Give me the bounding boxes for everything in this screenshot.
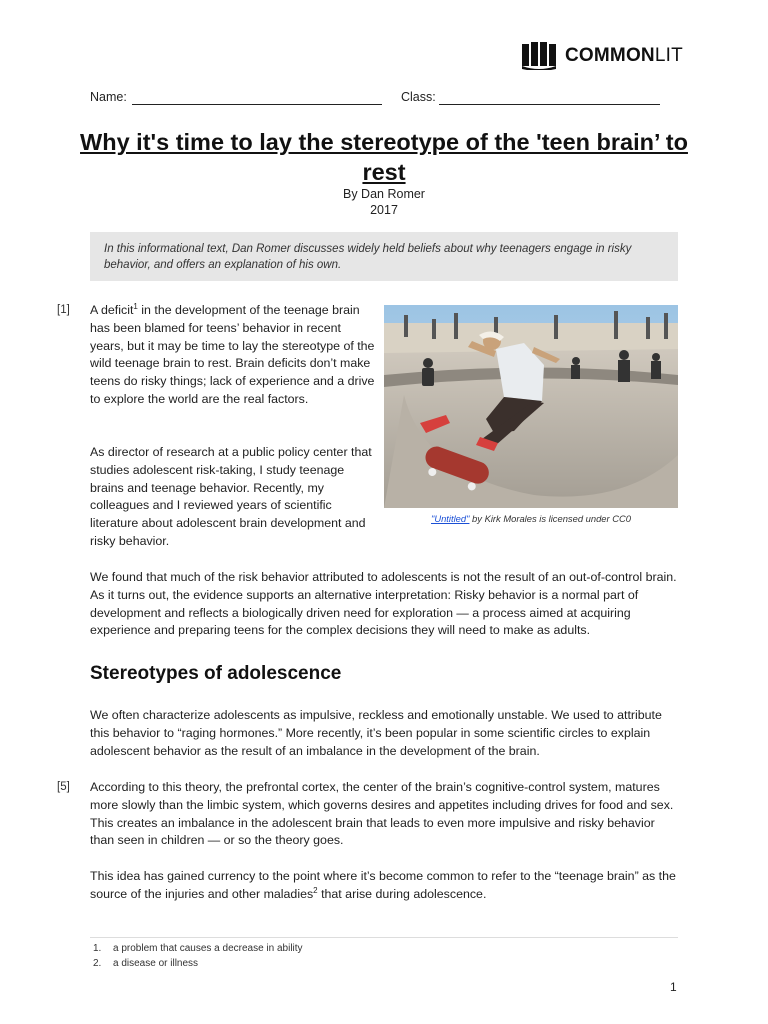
name-field-line[interactable] bbox=[132, 104, 382, 105]
paragraph-1: A deficit$^1$ in the development of the teenage brain has been blamed for teens’ behavior in recent years, but it may be time to lay the stereotype of the wild teenage brain to rest. Brain deficits don’t make teens do risky things; lack of experience and a drive to explore the world are the real factors. bbox=[90, 301, 375, 406]
class-field-line[interactable] bbox=[439, 104, 660, 105]
paragraph-4: We often characterize adolescents as impulsive, reckless and emotionally unstable. We used to attribute this behavior to “raging hormones.” More recently, it’s been popular in some scientific circles to explain adolescent behavior as the result of an imbalance in the development of the brain. bbox=[90, 708, 662, 758]
article-title: Why it's time to lay the stereotype of the 'teen brain’ to rest bbox=[80, 129, 688, 185]
author: By Dan Romer bbox=[343, 187, 425, 201]
photo-credit-link[interactable]: "Untitled" bbox=[431, 513, 470, 524]
skateboarder-photo bbox=[384, 305, 678, 508]
book-icon bbox=[521, 42, 557, 70]
paragraph-5: According to this theory, the prefrontal cortex, the center of the brain’s cognitive-control system, matures more slowly than the limbic system, which governs desires and appetites including drives for food and sex. This creates an imbalance in the adolescent brain that leads to even more impulsive and risky behavior than seen in children — or so the theory goes. bbox=[90, 780, 674, 848]
intro-box: In this informational text, Dan Romer discusses widely held beliefs about why teenagers engage in risky behavior, and offers an explanation of his own. bbox=[90, 232, 678, 281]
byline bbox=[0, 186, 768, 218]
paragraph-2: As director of research at a public policy center that studies adolescent risk-taking, I study teenage brains and teenage behavior. Recently, my colleagues and I reviewed years of scientific literature about adolescent brain development and risky behavior. bbox=[90, 445, 372, 548]
paragraph-number: [5] bbox=[57, 781, 70, 793]
paragraph-6: This idea has gained currency to the point where it’s become common to refer to the “teenage brain” as the source of the injuries and other maladies$^2$ that arise during adolescence. bbox=[90, 869, 676, 901]
photo-caption: "Untitled" by Kirk Morales is licensed under CC0 bbox=[431, 513, 631, 524]
footnote-1: 1. a problem that causes a decrease in ability bbox=[93, 943, 303, 954]
footnote-2: 2. a disease or illness bbox=[93, 958, 199, 969]
paragraph-number: [1] bbox=[57, 304, 70, 316]
year: 2017 bbox=[370, 203, 398, 217]
logo-wordmark: COMMONLIT bbox=[565, 45, 683, 66]
class-label: Class: bbox=[401, 90, 436, 104]
footnote-divider bbox=[90, 937, 678, 938]
name-label: Name: bbox=[90, 90, 127, 104]
footnote-ref-2[interactable]: 2 bbox=[313, 885, 318, 895]
page-number: 1 bbox=[670, 980, 677, 994]
section-heading: Stereotypes of adolescence bbox=[90, 663, 342, 684]
footnote-ref-1[interactable]: 1 bbox=[133, 301, 138, 311]
paragraph-3: We found that much of the risk behavior attributed to adolescents is not the result of an out-of-control brain. As it turns out, the evidence supports an alternative interpretation: Risky behavior is a normal part of development and reflects a biologically driven need for exploration — a process aimed at acquiring experience and preparing teens for the complex decisions they will need to make as adults. bbox=[90, 570, 677, 638]
commonlit-logo bbox=[521, 42, 683, 70]
